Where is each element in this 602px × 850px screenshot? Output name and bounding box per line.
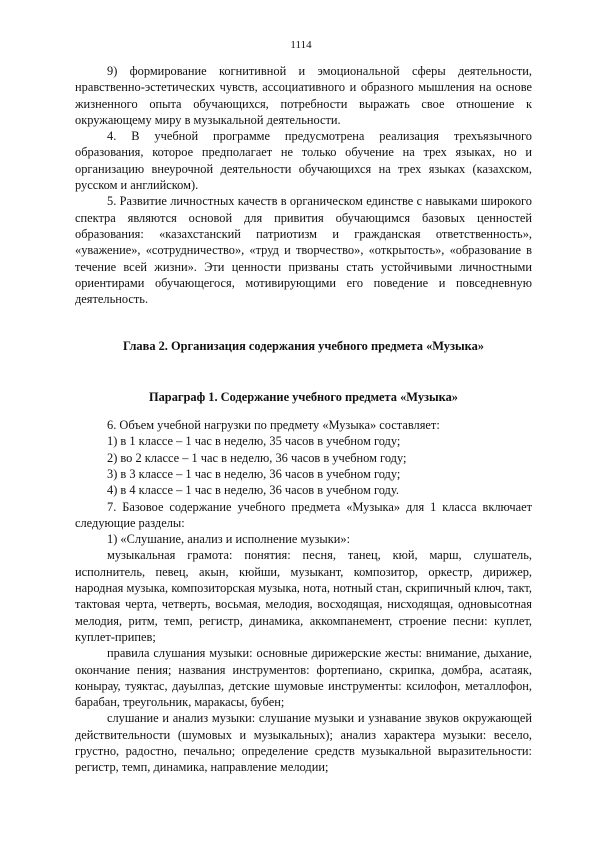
load-item-1: 1) в 1 классе – 1 час в неделю, 35 часов в учебном году; bbox=[107, 434, 401, 449]
content-intro: 7. Базовое содержание учебного предмета «Музыка» для 1 класса включает следующие разделы: bbox=[75, 499, 532, 530]
section-paragraph-analysis: слушание и анализ музыки: слушание музыки и узнавание звуков окружающей действительности (шумовых и музыкальных); анализ характера музыки: весело, грустно, радостно, печально; определение средств музыкальной выразительности: регистр, темп, динамика, направление мелодии; bbox=[75, 711, 532, 775]
load-item-3: 3) в 3 классе – 1 час в неделю, 36 часов в учебном году; bbox=[107, 466, 401, 481]
chapter-heading: Глава 2. Организация содержания учебного предмета «Музыка» bbox=[123, 339, 484, 354]
section-title: 1) «Слушание, анализ и исполнение музыки»: bbox=[107, 532, 351, 547]
section-paragraph-listening-rules: правила слушания музыки: основные дирижерские жесты: внимание, дыхание, окончание пения; названия инструментов: фортепиано, скрипка, домбра, асатаяк, конырау, туяктас, дауылпаз, детские шумовые инструменты: ксилофон, металлофон, барабан, треугольник, маракасы, бубен; bbox=[75, 646, 532, 710]
page-body bbox=[75, 63, 532, 776]
page-number: 1114 bbox=[290, 39, 312, 51]
intro-paragraph-9: 9) формирование когнитивной и эмоциональной сферы деятельности, нравственно-эстетических чувств, ассоциативного и образного мышления на основе жизненного опыта обучающихся, потребности выражать свое отношение к окружающему миру в музыкальной деятельности. bbox=[75, 64, 532, 127]
paragraph-heading: Параграф 1. Содержание учебного предмета «Музыка» bbox=[148, 389, 459, 404]
section-paragraph-grammar: музыкальная грамота: понятия: песня, танец, кюй, марш, слушатель, исполнитель, певец, акын, кюйши, музыкант, композитор, оркестр, дирижер, народная музыка, композиторская музыка, нота, нотный стан, скрипичный ключ, такт, тактовая черта, четверть, восьмая, мелодия, восходящая, нисходящая, одновысотная мелодия, ритм, темп, регистр, динамика, аккомпанемент, строение песни: куплет, куплет-припев; bbox=[75, 548, 532, 644]
intro-paragraph-4: 4. В учебной программе предусмотрена реализация трехъязычного образования, которое предполагает не только обучение на трех языках, но и организацию внеурочной деятельности обучающихся на трех языках (казахском, русском и английском). bbox=[75, 129, 532, 193]
load-item-4: 4) в 4 классе – 1 час в неделю, 36 часов в учебном году. bbox=[107, 483, 399, 498]
spacer bbox=[75, 355, 532, 389]
intro-paragraph-5: 5. Развитие личностных качеств в органическом единстве с навыками широкого спектра являются основой для привития обучающимся базовых ценностей образования: «казахстанский патриотизм и гражданская ответственность», «уважение», «сотрудничество», «труд и творчество», «открытость», «образование в течение всей жизни». Эти ценности призваны стать устойчивыми личностными ориентирами обучающегося, мотивирующими его поведение и повседневную деятельность. bbox=[75, 194, 532, 307]
load-intro: 6. Объем учебной нагрузки по предмету «Музыка» составляет: bbox=[107, 418, 440, 433]
load-item-2: 2) во 2 классе – 1 час в неделю, 36 часов в учебном году; bbox=[107, 450, 407, 465]
spacer bbox=[75, 307, 532, 338]
spacer bbox=[75, 405, 532, 417]
